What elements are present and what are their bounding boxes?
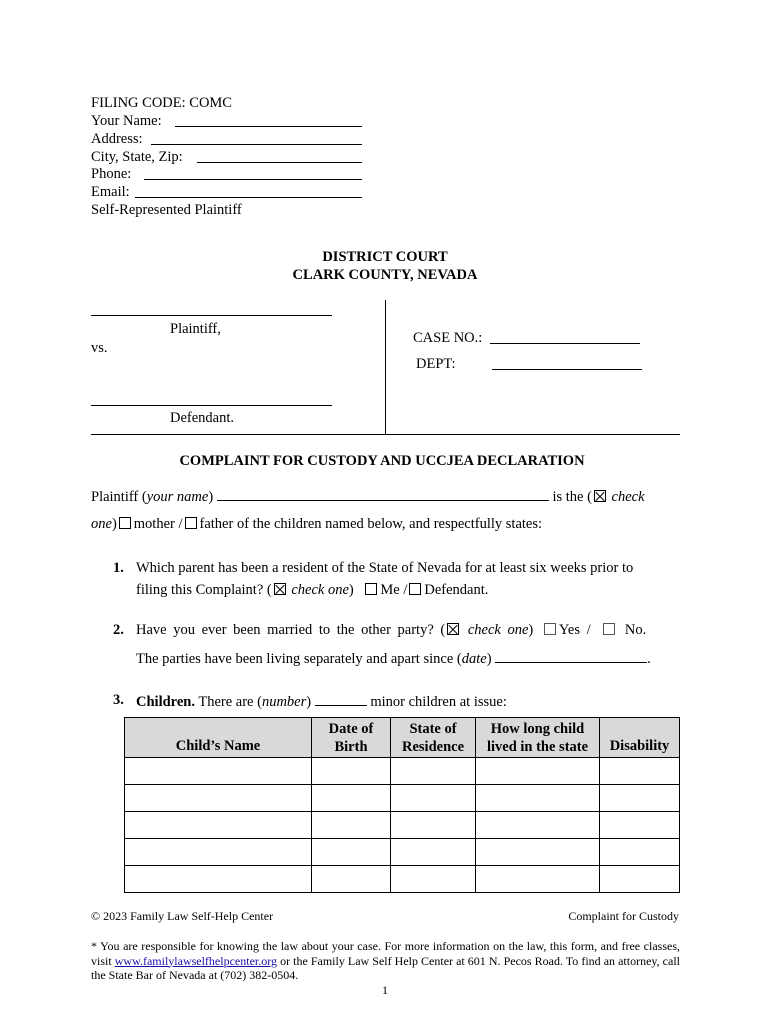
intro-close-paren: ) [208, 489, 214, 505]
cell-disability[interactable] [600, 812, 680, 839]
x-box-icon [274, 583, 286, 595]
cell-date-of-birth[interactable] [312, 866, 391, 893]
vs-label: vs. [91, 340, 108, 356]
cell-how-long[interactable] [476, 866, 600, 893]
cell-disability[interactable] [600, 866, 680, 893]
plaintiff-name-line[interactable] [91, 315, 332, 316]
cell-state[interactable] [391, 866, 476, 893]
help-center-link[interactable]: www.familylawselfhelpcenter.org [114, 953, 278, 968]
your-name-field[interactable] [175, 113, 362, 127]
footer-copyright: © 2023 Family Law Self-Help Center [91, 909, 274, 923]
intro-close-paren-2: ) [111, 516, 117, 532]
filing-code: FILING CODE: COMC [91, 95, 232, 111]
cell-date-of-birth[interactable] [312, 758, 391, 785]
defendant-checkbox[interactable] [409, 583, 421, 595]
q2-line-2 [136, 649, 651, 668]
plaintiff-label: Plaintiff, [170, 321, 221, 337]
page-number: 1 [382, 983, 388, 997]
q1-prefix: filing this Complaint? ( [136, 582, 272, 598]
x-box-icon [447, 623, 459, 635]
cell-disability[interactable] [600, 785, 680, 812]
city-label: City, State, Zip: [91, 149, 183, 165]
me-label: Me / [380, 582, 408, 598]
city-field[interactable] [197, 149, 362, 163]
q1-line-2 [136, 582, 488, 599]
col-header-how-long: How long child lived in the state [476, 718, 600, 758]
q3-suffix: minor children at issue: [370, 694, 507, 710]
children-count-field[interactable] [315, 692, 367, 706]
cell-how-long[interactable] [476, 758, 600, 785]
cell-how-long[interactable] [476, 812, 600, 839]
defendant-label: Defendant. [170, 410, 235, 426]
email-field[interactable] [135, 184, 362, 198]
cell-date-of-birth[interactable] [312, 785, 391, 812]
q2-line2-close: ) [486, 651, 492, 667]
separation-date-field[interactable] [495, 649, 647, 663]
dept-label: DEPT: [416, 356, 456, 372]
email-label: Email: [91, 184, 130, 200]
intro-your-name: your name [146, 489, 209, 505]
intro-is-the: is the ( [552, 489, 592, 505]
table-row [125, 758, 680, 785]
q2-line-1 [136, 622, 674, 639]
dept-field[interactable] [492, 356, 642, 370]
q2-date: date [461, 651, 487, 667]
address-label: Address: [91, 131, 143, 147]
cell-how-long[interactable] [476, 839, 600, 866]
me-checkbox[interactable] [365, 583, 377, 595]
q3-label: Children. [136, 694, 195, 710]
table-row [125, 866, 680, 893]
address-field[interactable] [151, 131, 362, 145]
phone-field[interactable] [144, 166, 362, 180]
table-row [125, 785, 680, 812]
court-name: DISTRICT COURT [322, 249, 448, 265]
cell-childs-name[interactable] [125, 785, 312, 812]
cell-state[interactable] [391, 812, 476, 839]
defendant-option-label: Defendant. [424, 582, 489, 598]
q3-number: 3. [113, 692, 124, 708]
q2-close: ) [528, 622, 534, 638]
children-table [124, 717, 680, 893]
intro-plaintiff-prefix: Plaintiff ( [91, 489, 147, 505]
col-header-childs-name: Child’s Name [125, 718, 312, 758]
no-checkbox[interactable] [603, 623, 615, 635]
cell-date-of-birth[interactable] [312, 812, 391, 839]
your-name-row [91, 113, 162, 130]
col-header-state-of-residence: State of Residence [391, 718, 476, 758]
mother-label: mother / [133, 516, 183, 532]
q3-close: ) [306, 694, 312, 710]
cell-childs-name[interactable] [125, 866, 312, 893]
cell-disability[interactable] [600, 758, 680, 785]
case-no-label: CASE NO.: [413, 330, 483, 346]
cell-date-of-birth[interactable] [312, 839, 391, 866]
table-row [125, 839, 680, 866]
q1-number: 1. [113, 560, 124, 576]
yes-label: Yes / [558, 622, 591, 638]
q1-line-1: Which parent has been a resident of the State of Nevada for at least six weeks prior to [136, 560, 634, 576]
q2-check-one: check one [467, 622, 529, 638]
col-header-date-of-birth: Date of Birth [312, 718, 391, 758]
represented-label: Self-Represented Plaintiff [91, 202, 242, 218]
phone-label: Phone: [91, 166, 132, 182]
case-no-field[interactable] [490, 330, 640, 344]
father-label: father of the children named below, and respectfully states: [199, 516, 543, 532]
q2-period: . [647, 651, 651, 667]
cell-childs-name[interactable] [125, 758, 312, 785]
q3-prefix: There are ( [198, 694, 262, 710]
footer-note-suffix: or the Family Law Self Help Center at 601 N. Pecos Road. To find an attorney, call the State Bar of Nevada at (702) 382-0504. [91, 953, 681, 982]
cell-state[interactable] [391, 839, 476, 866]
intro-name-field[interactable] [217, 487, 549, 501]
q2-prefix: Have you ever been married to the other party? ( [136, 622, 446, 638]
q1-check-one: check one [291, 582, 349, 598]
intro-line-1 [91, 487, 645, 506]
col-header-disability: Disability [600, 718, 680, 758]
your-name-label: Your Name: [91, 113, 162, 129]
document-title: COMPLAINT FOR CUSTODY AND UCCJEA DECLARATION [179, 453, 585, 469]
intro-check: check [611, 489, 645, 505]
intro-one: one [91, 516, 112, 532]
table-header-row [125, 718, 680, 758]
father-checkbox[interactable] [185, 517, 197, 529]
cell-state[interactable] [391, 785, 476, 812]
x-box-icon [594, 490, 606, 502]
cell-disability[interactable] [600, 839, 680, 866]
yes-checkbox[interactable] [544, 623, 556, 635]
footer-note-prefix: * You are responsible for knowing the law about your case. For more information on the law, this form, and free classes, visit [91, 939, 680, 968]
cell-childs-name[interactable] [125, 812, 312, 839]
intro-line-2 [91, 516, 542, 533]
q1-close: ) [348, 582, 354, 598]
no-label: No. [624, 622, 647, 638]
caption-divider-vertical [385, 300, 386, 434]
cell-childs-name[interactable] [125, 839, 312, 866]
table-row [125, 812, 680, 839]
defendant-name-line[interactable] [91, 405, 332, 406]
mother-checkbox[interactable] [119, 517, 131, 529]
q3-number-word: number [261, 694, 307, 710]
court-county: CLARK COUNTY, NEVADA [292, 267, 478, 283]
cell-how-long[interactable] [476, 785, 600, 812]
q2-line2-prefix: The parties have been living separately and apart since ( [136, 651, 462, 667]
q3-line [136, 692, 507, 711]
footer-form-name: Complaint for Custody [568, 909, 679, 923]
footer-note [91, 939, 680, 983]
cell-state[interactable] [391, 758, 476, 785]
caption-divider-horizontal [91, 434, 680, 435]
q2-number: 2. [113, 622, 124, 638]
